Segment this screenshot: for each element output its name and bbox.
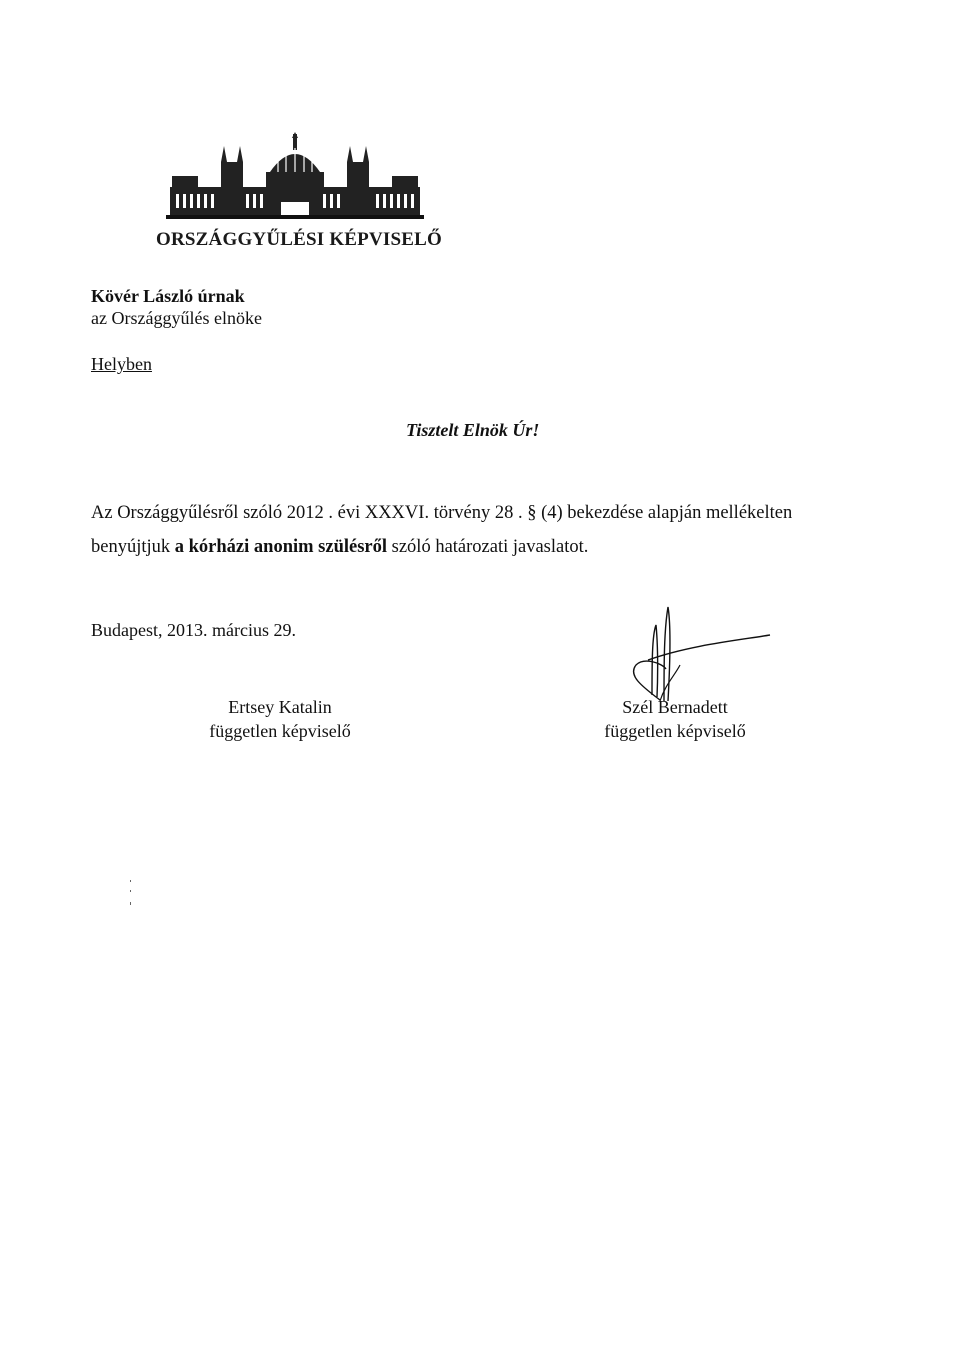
body-line-2	[91, 530, 911, 564]
signer-name: Ertsey Katalin	[228, 697, 332, 717]
signer-left	[190, 695, 370, 743]
parliament-building-icon	[166, 132, 424, 222]
dateline: Budapest, 2013. március 29.	[91, 620, 296, 640]
scan-speck	[130, 880, 132, 906]
recipient-name: Kövér László úrnak	[91, 286, 245, 306]
salutation: Tisztelt Elnök Úr!	[406, 420, 540, 440]
body-line-2-suffix: szóló határozati javaslatot.	[387, 537, 589, 557]
signer-role: független képviselő	[209, 721, 351, 741]
location: Helyben	[91, 354, 152, 374]
signer-right	[585, 695, 765, 743]
org-title: ORSZÁGGYŰLÉSI KÉPVISELŐ	[156, 229, 442, 250]
body-paragraph	[91, 496, 911, 564]
body-line-2-prefix: benyújtjuk	[91, 537, 175, 557]
recipient-block	[91, 285, 262, 329]
body-line-1: Az Országgyűlésről szóló 2012 . évi XXXVI. törvény 28 . § (4) bekezdése alapján mellékelten	[91, 503, 793, 523]
signer-name: Szél Bernadett	[622, 697, 728, 717]
signer-role: független képviselő	[604, 721, 746, 741]
proposal-title: a kórházi anonim szülésről	[174, 537, 388, 557]
recipient-title: az Országgyűlés elnöke	[91, 308, 262, 328]
